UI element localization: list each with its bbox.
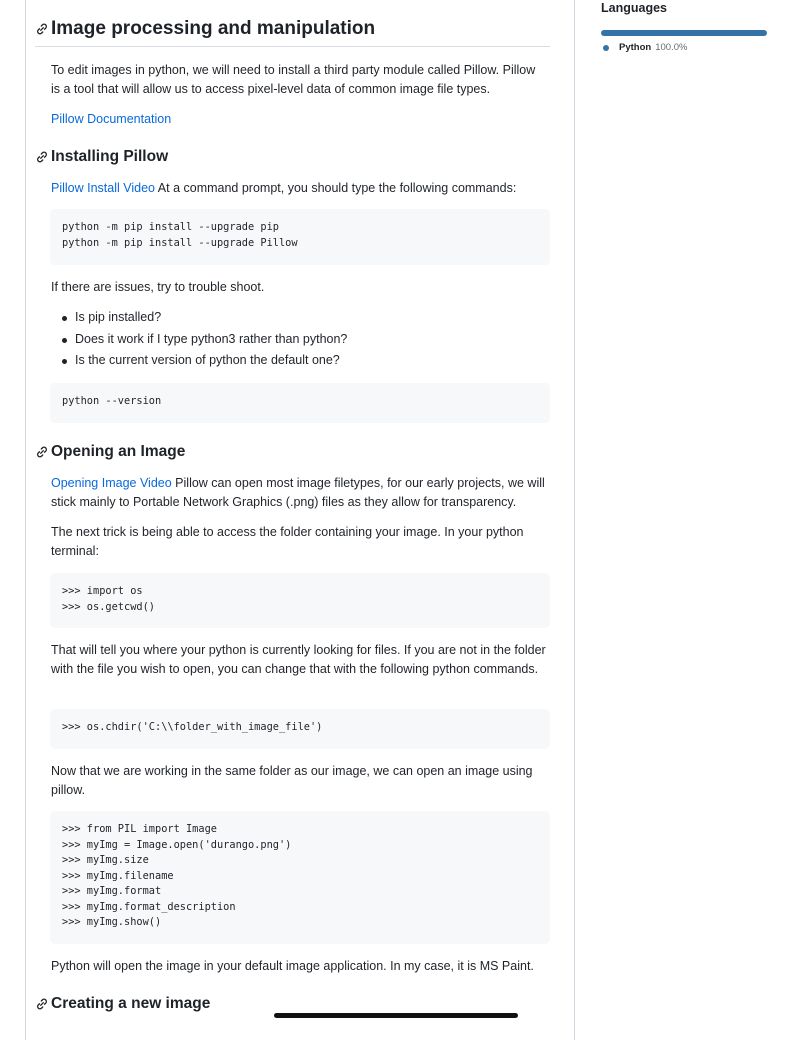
install-intro-paragraph (51, 179, 546, 198)
trouble-paragraph: If there are issues, try to trouble shoot. (51, 280, 265, 294)
code-block-chdir[interactable] (50, 709, 550, 749)
heading-text: Image processing and manipulation (51, 18, 376, 39)
code-line: >>> os.chdir('C:\\folder_with_image_file') (62, 721, 323, 733)
tell-paragraph: That will tell you where your python is currently looking for files. If you are not in the folder with the file you wish to open, you can change that with the following python commands. (51, 643, 546, 676)
code-line: >>> myImg.format_description (62, 900, 236, 913)
code-line: >>> os.getcwd() (62, 600, 155, 613)
pillow-install-video-link[interactable]: Pillow Install Video (51, 181, 155, 195)
opening-image-video-link[interactable]: Opening Image Video (51, 476, 172, 490)
folder-paragraph: The next trick is being able to access the folder containing your image. In your python terminal: (51, 525, 524, 558)
language-name: Python (619, 42, 652, 53)
opening-intro-paragraph (51, 474, 546, 511)
code-line: >>> myImg.format (62, 885, 162, 897)
result-paragraph: Python will open the image in your default image application. In my case, it is MS Paint. (51, 959, 534, 973)
heading-text: Creating a new image (51, 995, 211, 1012)
list-item: Does it work if I type python3 rather than python? (51, 329, 546, 351)
doc-link-paragraph (51, 110, 546, 129)
heading-opening-image (35, 440, 550, 464)
home-indicator (274, 1013, 518, 1018)
code-block-version[interactable] (50, 383, 550, 423)
languages-bar-python (601, 30, 767, 36)
code-block-os[interactable] (50, 573, 550, 628)
code-block-pil[interactable] (50, 811, 550, 944)
link-icon[interactable] (35, 997, 49, 1011)
code-line: >>> myImg = Image.open('durango.png') (62, 838, 292, 851)
language-item-python[interactable] (603, 42, 687, 53)
now-paragraph: Now that we are working in the same folder as our image, we can open an image using pillow. (51, 764, 533, 797)
link-icon[interactable] (35, 445, 49, 459)
code-block-install[interactable] (50, 209, 550, 265)
pillow-documentation-link[interactable]: Pillow Documentation (51, 112, 172, 126)
languages-heading: Languages (601, 1, 667, 15)
install-intro-text: At a command prompt, you should type the following commands: (155, 181, 517, 195)
code-line: python -m pip install --upgrade pip (62, 221, 279, 233)
language-percent: 100.0% (655, 42, 688, 53)
python-color-dot (603, 45, 609, 51)
code-line: python --version (62, 395, 162, 407)
heading-text: Opening an Image (51, 443, 186, 460)
languages-bar (601, 30, 767, 36)
link-icon[interactable] (35, 22, 49, 36)
code-line: >>> import os (62, 585, 143, 597)
code-line: >>> from PIL import Image (62, 823, 217, 835)
code-line: python -m pip install --upgrade Pillow (62, 236, 298, 249)
code-line: >>> myImg.filename (62, 869, 174, 882)
link-icon[interactable] (35, 150, 49, 164)
list-item: Is pip installed? (51, 307, 546, 329)
intro-paragraph: To edit images in python, we will need to install a third party module called Pillow. Pillow is a tool that will allow us to access pixel-level data of common image file types. (51, 63, 536, 96)
opening-intro-text: Pillow can open most image filetypes, for our early projects, we will stick mainly to Portable Network Graphics (.png) files as they allow for transparency. (51, 476, 545, 509)
code-line: >>> myImg.size (62, 854, 149, 866)
trouble-list (51, 307, 546, 372)
heading-installing-pillow (35, 145, 550, 169)
code-line: >>> myImg.show() (62, 916, 162, 928)
heading-text: Installing Pillow (51, 148, 169, 165)
heading-image-processing (35, 12, 550, 47)
list-item: Is the current version of python the default one? (51, 350, 546, 372)
